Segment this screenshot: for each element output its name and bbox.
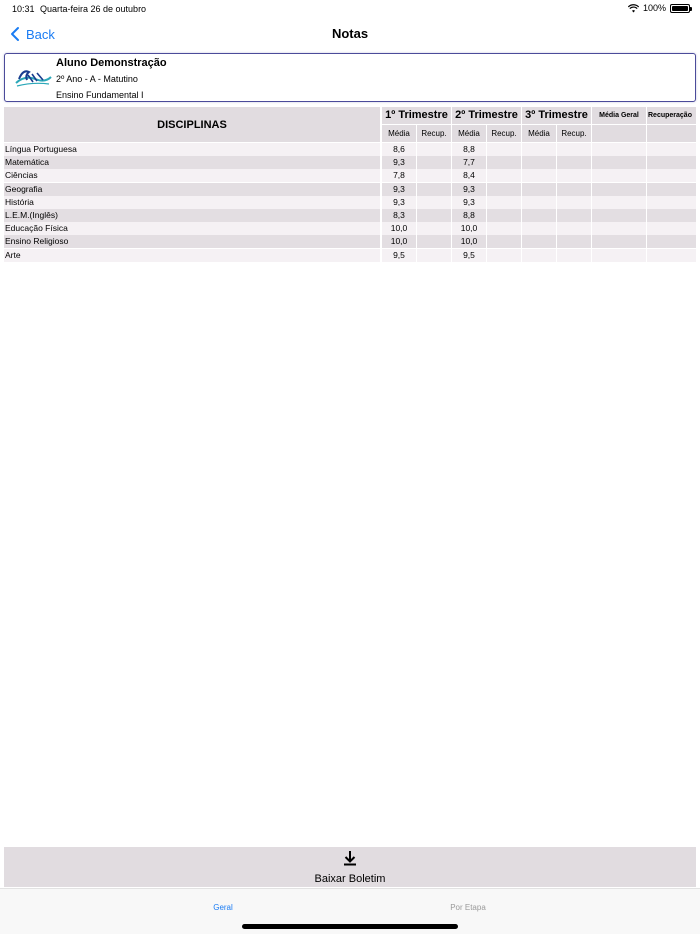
term-2-media-cell: 10,0 — [452, 235, 486, 248]
student-name: Aluno Demonstração — [56, 57, 167, 69]
term-1-recup-cell — [417, 156, 451, 169]
term-3-media-cell — [522, 235, 556, 248]
term-3-media-cell — [522, 209, 556, 222]
battery-icon — [670, 4, 690, 13]
term-3-recup-cell — [557, 143, 591, 156]
term-2-media-cell: 8,8 — [452, 209, 486, 222]
term-3-recup-cell — [557, 249, 591, 262]
recuperacao-cell — [647, 196, 696, 209]
status-date: Quarta-feira 26 de outubro — [40, 4, 147, 14]
term-2-media-cell: 10,0 — [452, 222, 486, 235]
term-1-recup-cell — [417, 249, 451, 262]
term-1-recup-cell — [417, 169, 451, 182]
term-3-media-header: Média — [522, 125, 556, 142]
term-1-media-cell: 7,8 — [382, 169, 416, 182]
media-geral-cell — [592, 143, 646, 156]
term-2-media-cell: 9,5 — [452, 249, 486, 262]
term-3-media-cell — [522, 156, 556, 169]
status-bar — [0, 0, 700, 18]
student-class: 2º Ano - A - Matutino — [56, 74, 138, 84]
back-label: Back — [26, 26, 55, 42]
term-1-media-cell: 10,0 — [382, 222, 416, 235]
subject-name: Educação Física — [4, 222, 380, 235]
term-2-header: 2º Trimestre — [452, 107, 521, 124]
term-3-media-cell — [522, 222, 556, 235]
recuperacao-cell — [647, 183, 696, 196]
term-3-recup-cell — [557, 156, 591, 169]
term-3-recup-cell — [557, 196, 591, 209]
media-geral-cell — [592, 249, 646, 262]
subject-name: Ensino Religioso — [4, 235, 380, 248]
term-1-media-cell: 9,5 — [382, 249, 416, 262]
download-report-button[interactable] — [4, 847, 696, 887]
status-right — [628, 3, 690, 13]
term-1-media-cell: 10,0 — [382, 235, 416, 248]
media-geral-cell — [592, 222, 646, 235]
disciplines-header: DISCIPLINAS — [4, 107, 380, 142]
term-3-media-cell — [522, 169, 556, 182]
term-3-recup-cell — [557, 222, 591, 235]
term-1-recup-cell — [417, 196, 451, 209]
term-2-recup-cell — [487, 249, 521, 262]
recuperacao-subheader — [647, 125, 696, 142]
media-geral-cell — [592, 183, 646, 196]
term-3-media-cell — [522, 196, 556, 209]
term-1-recup-header: Recup. — [417, 125, 451, 142]
term-3-media-cell — [522, 183, 556, 196]
subject-name: Língua Portuguesa — [4, 143, 380, 156]
recuperacao-cell — [647, 235, 696, 248]
term-3-recup-cell — [557, 183, 591, 196]
subject-name: Matemática — [4, 156, 380, 169]
term-1-recup-cell — [417, 222, 451, 235]
term-2-media-cell: 8,8 — [452, 143, 486, 156]
term-1-media-cell: 8,3 — [382, 209, 416, 222]
recuperacao-cell — [647, 156, 696, 169]
term-1-recup-cell — [417, 143, 451, 156]
media-geral-subheader — [592, 125, 646, 142]
recuperacao-cell — [647, 209, 696, 222]
term-1-recup-cell — [417, 235, 451, 248]
term-2-media-cell: 7,7 — [452, 156, 486, 169]
page-title: Notas — [331, 26, 369, 41]
media-geral-header: Média Geral — [592, 107, 646, 124]
subject-name: História — [4, 196, 380, 209]
term-3-recup-cell — [557, 209, 591, 222]
term-2-media-cell: 8,4 — [452, 169, 486, 182]
term-1-recup-cell — [417, 183, 451, 196]
term-1-media-header: Média — [382, 125, 416, 142]
term-2-recup-header: Recup. — [487, 125, 521, 142]
term-1-header: 1º Trimestre — [382, 107, 451, 124]
subject-name: L.E.M.(Inglês) — [4, 209, 380, 222]
term-3-recup-header: Recup. — [557, 125, 591, 142]
term-1-media-cell: 9,3 — [382, 183, 416, 196]
term-2-recup-cell — [487, 183, 521, 196]
term-1-media-cell: 9,3 — [382, 156, 416, 169]
term-2-recup-cell — [487, 169, 521, 182]
term-2-recup-cell — [487, 143, 521, 156]
wifi-icon — [628, 4, 639, 13]
recuperacao-cell — [647, 222, 696, 235]
recuperacao-cell — [647, 143, 696, 156]
term-3-media-cell — [522, 143, 556, 156]
term-1-media-cell: 8,6 — [382, 143, 416, 156]
battery-percent: 100% — [642, 3, 666, 13]
term-2-recup-cell — [487, 235, 521, 248]
subject-name: Arte — [4, 249, 380, 262]
download-label: Baixar Boletim — [314, 873, 386, 885]
home-indicator[interactable] — [242, 924, 458, 929]
media-geral-cell — [592, 196, 646, 209]
media-geral-cell — [592, 156, 646, 169]
student-level: Ensino Fundamental I — [56, 90, 144, 100]
term-2-recup-cell — [487, 196, 521, 209]
term-2-recup-cell — [487, 222, 521, 235]
media-geral-cell — [592, 235, 646, 248]
term-3-recup-cell — [557, 235, 591, 248]
student-card — [4, 53, 696, 102]
term-2-recup-cell — [487, 209, 521, 222]
tab-geral[interactable]: Geral — [213, 903, 233, 912]
media-geral-cell — [592, 169, 646, 182]
subject-name: Geografia — [4, 183, 380, 196]
recuperacao-cell — [647, 169, 696, 182]
term-2-media-cell: 9,3 — [452, 196, 486, 209]
media-geral-cell — [592, 209, 646, 222]
term-3-media-cell — [522, 249, 556, 262]
term-2-media-header: Média — [452, 125, 486, 142]
subject-name: Ciências — [4, 169, 380, 182]
term-2-media-cell: 9,3 — [452, 183, 486, 196]
school-logo — [13, 63, 53, 93]
term-3-recup-cell — [557, 169, 591, 182]
term-2-recup-cell — [487, 156, 521, 169]
download-icon — [342, 850, 358, 866]
term-1-recup-cell — [417, 209, 451, 222]
recuperacao-header: Recuperação — [647, 107, 696, 124]
term-3-header: 3º Trimestre — [522, 107, 591, 124]
recuperacao-cell — [647, 249, 696, 262]
status-time: 10:31 — [12, 4, 35, 14]
tab-por-etapa[interactable]: Por Etapa — [450, 903, 486, 912]
navigation-bar — [0, 18, 700, 50]
term-1-media-cell: 9,3 — [382, 196, 416, 209]
